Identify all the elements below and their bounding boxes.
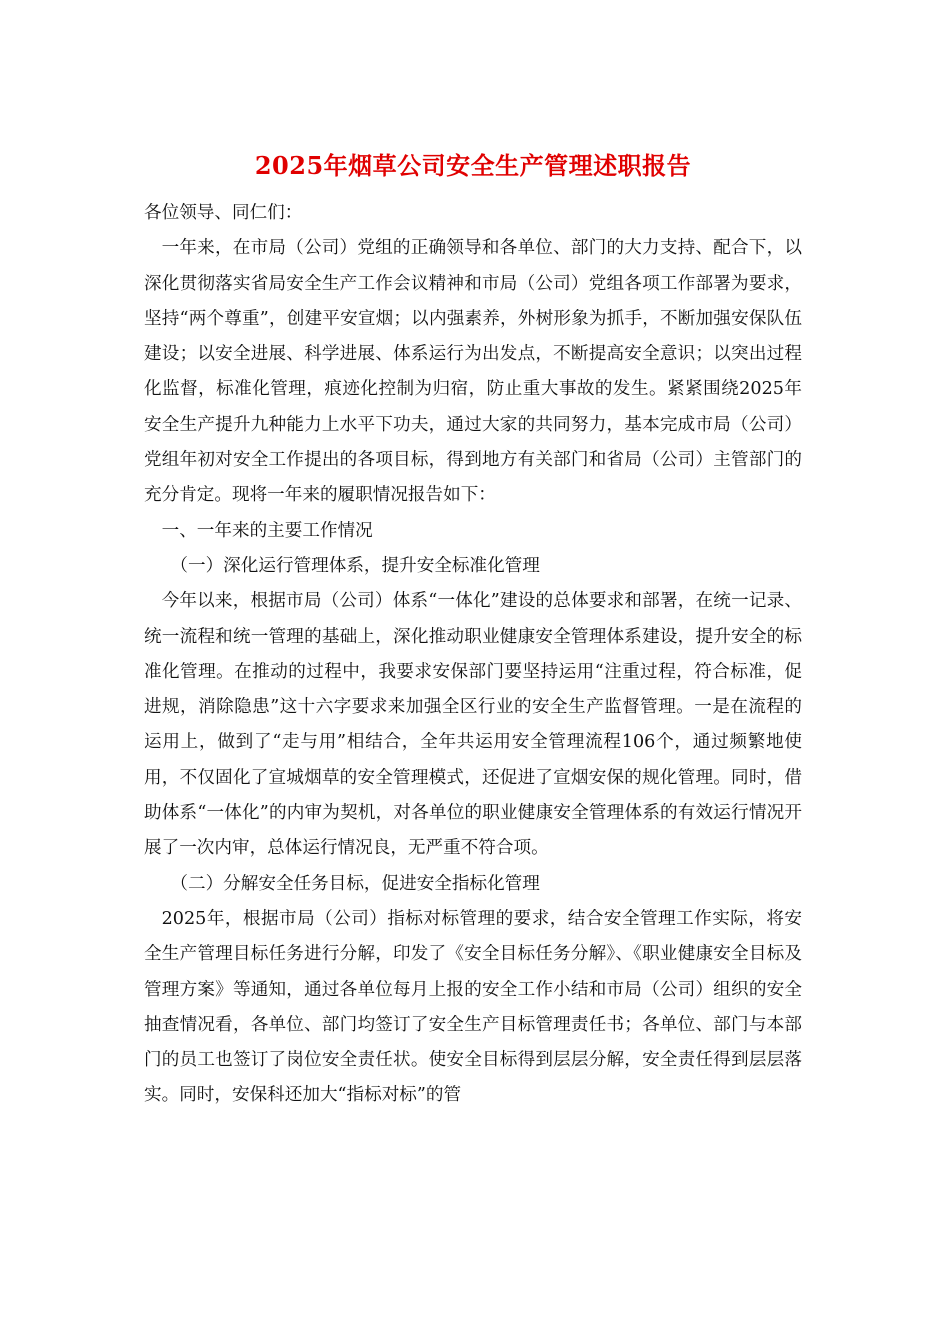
greeting: 各位领导、同仁们：	[144, 203, 303, 223]
subsection-heading: （一）深化运行管理体系，提升安全标准化管理	[170, 555, 540, 576]
body-paragraph: 今年以来，根据市局（公司）体系“一体化”建设的总体要求和部署，在统一记录、统一流程和统一管理的基础上，深化推动职业健康安全管理体系建设，提升安全的标准化管理。在推动的过程中，我要求安保部门要坚持运用“注重过程，符合标准，促进规，消除隐患”这十六字要求来加强全区行业的安全生产监督管理。一是在流程的运用上，做到了“走与用”相结合，全年共运用安全管理流程106个，通过频繁地使用，不仅固化了宣城烟草的安全管理模式，还促进了宣烟安保的规化管理。同时，借助体系“一体化”的内审为契机，对各单位的职业健康安全管理体系的有效运行情况开展了一次内审，总体运行情况良，无严重不符合项。	[144, 591, 802, 859]
section-heading: 一、一年来的主要工作情况	[161, 520, 373, 541]
body-paragraph: 2025年，根据市局（公司）指标对标管理的要求，结合安全管理工作实际，将安全生产管理目标任务进行分解，印发了《安全目标任务分解》、《职业健康安全目标及管理方案》等通知，通过各单位每月上报的安全工作小结和市局（公司）组织的安全抽查情况看，各单位、部门均签订了安全生产目标管理责任书；各单位、部门与本部门的员工也签订了岗位安全责任状。使安全目标得到层层分解，安全责任得到层层落实。同时，安保科还加大“指标对标”的管	[144, 908, 802, 1106]
subsection-heading: （二）分解安全任务目标，促进安全指标化管理	[170, 873, 540, 894]
document-title: 2025年烟草公司安全生产管理述职报告	[254, 151, 692, 180]
intro-paragraph: 一年来，在市局（公司）党组的正确领导和各单位、部门的大力支持、配合下，以深化贯彻落实省局安全生产工作会议精神和市局（公司）党组各项工作部署为要求，坚持“两个尊重”，创建平安宣烟；以内强素养，外树形象为抓手，不断加强安保队伍建设；以安全进展、科学进展、体系运行为出发点，不断提高安全意识；以突出过程化监督，标准化管理，痕迹化控制为归宿，防止重大事故的发生。紧紧围绕2025年安全生产提升九种能力上水平下功夫，通过大家的共同努力，基本完成市局（公司）党组年初对安全工作提出的各项目标，得到地方有关部门和省局（公司）主管部门的充分肯定。现将一年来的履职情况报告如下：	[144, 238, 802, 506]
